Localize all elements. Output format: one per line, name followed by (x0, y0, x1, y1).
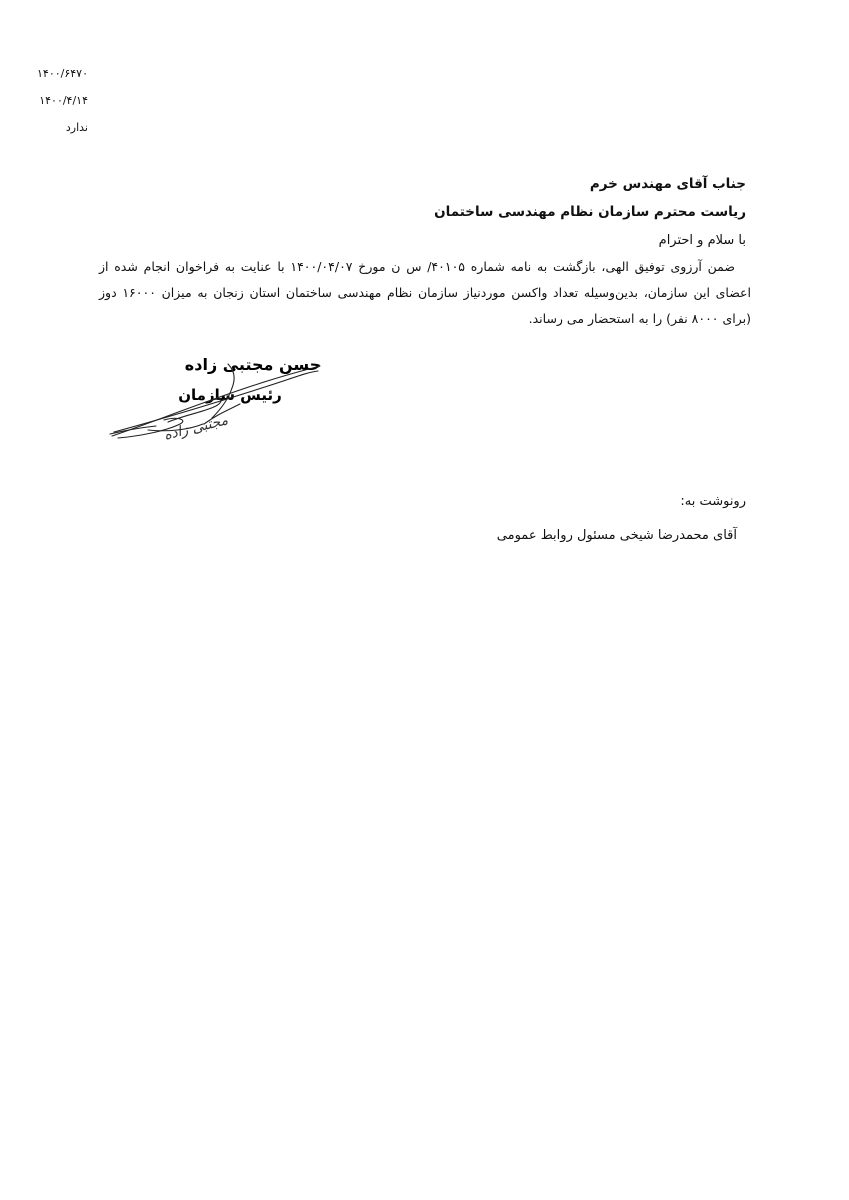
letter-meta (28, 60, 88, 141)
recipient-name: جناب آقای مهندس خرم (589, 176, 746, 192)
signature-stamp (108, 344, 324, 446)
cc-item: آقای محمدرضا شیخی مسئول روابط عمومی (496, 528, 737, 543)
greeting: با سلام و احترام (658, 233, 746, 248)
recipient-block (434, 170, 746, 226)
signature-name: حسن مجتبی زاده (184, 355, 322, 374)
signature-title: رئیس سازمان (178, 386, 282, 404)
signature-scrawl: مجتبی زاده (162, 412, 230, 444)
letter-date: ۱۴۰۰/۴/۱۴ (39, 94, 88, 107)
cc-label: رونوشت به: (680, 494, 746, 509)
letter-attachment: ندارد (65, 121, 88, 134)
letter-number: ۱۴۰۰/۶۴۷۰ (37, 67, 88, 80)
recipient-title: ریاست محترم سازمان نظام مهندسی ساختمان (434, 204, 746, 220)
letter-body: ضمن آرزوی توفیق الهی، بازگشت به نامه شماره ۴۰۱۰۵/ س ن مورخ ۱۴۰۰/۰۴/۰۷ با عنایت به فراخوان انجام شده از اعضای این سازمان، بدین‌وسیله تعداد واکسن موردنیاز سازمان نظام مهندسی ساختمان استان زنجان به میزان ۱۶۰۰۰ دوز (برای ۸۰۰۰ نفر) را به استحضار می رساند. (99, 259, 751, 326)
